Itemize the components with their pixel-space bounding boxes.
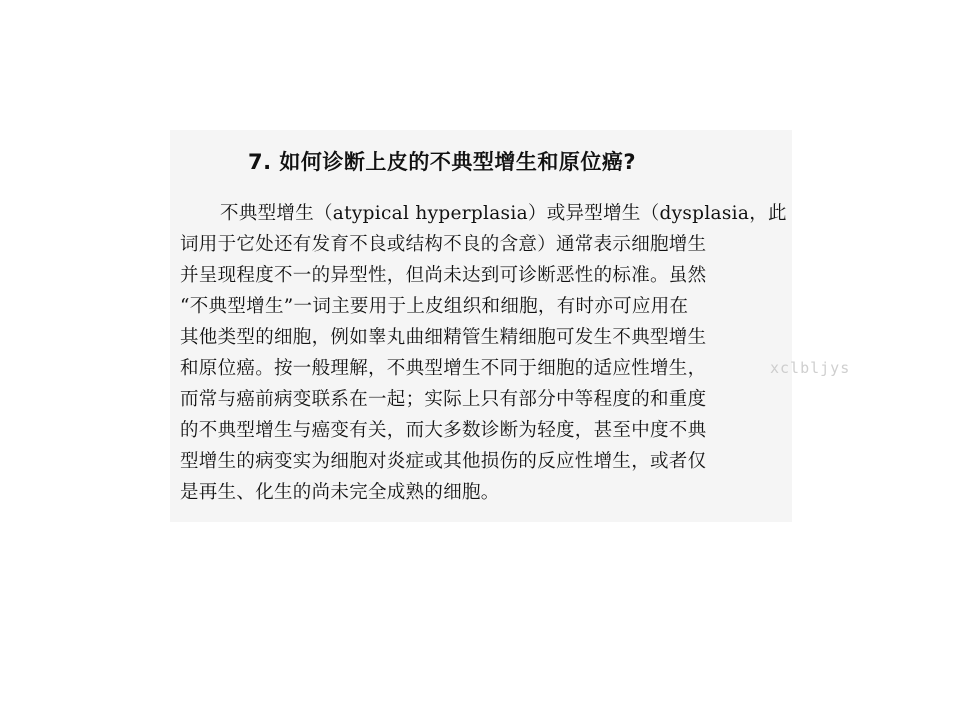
watermark-text: xclbljys xyxy=(770,359,851,377)
answer-paragraph xyxy=(180,198,792,508)
paragraph-line: 并呈现程度不一的异型性，但尚未达到可诊断恶性的标准。虽然 xyxy=(180,265,707,286)
paragraph-line: 型增生的病变实为细胞对炎症或其他损伤的反应性增生，或者仅 xyxy=(180,451,707,472)
paragraph-line: 不典型增生（atypical hyperplasia）或异型增生（dysplasia，此 xyxy=(220,203,787,224)
paragraph-line: 词用于它处还有发育不良或结构不良的含意）通常表示细胞增生 xyxy=(180,234,707,255)
paragraph-line: 的不典型增生与癌变有关，而大多数诊断为轻度，甚至中度不典 xyxy=(180,420,707,441)
paragraph-line: 而常与癌前病变联系在一起；实际上只有部分中等程度的和重度 xyxy=(180,389,707,410)
paragraph-line: 和原位癌。按一般理解，不典型增生不同于细胞的适应性增生， xyxy=(180,358,707,379)
paragraph-line: “不典型增生”一词主要用于上皮组织和细胞，有时亦可应用在 xyxy=(180,296,689,317)
paragraph-line: 其他类型的细胞，例如睾丸曲细精管生精细胞可发生不典型增生 xyxy=(180,327,707,348)
paragraph-line: 是再生、化生的尚未完全成熟的细胞。 xyxy=(180,482,500,503)
question-heading: 7. 如何诊断上皮的不典型增生和原位癌? xyxy=(248,150,637,174)
scanned-page xyxy=(170,130,851,522)
